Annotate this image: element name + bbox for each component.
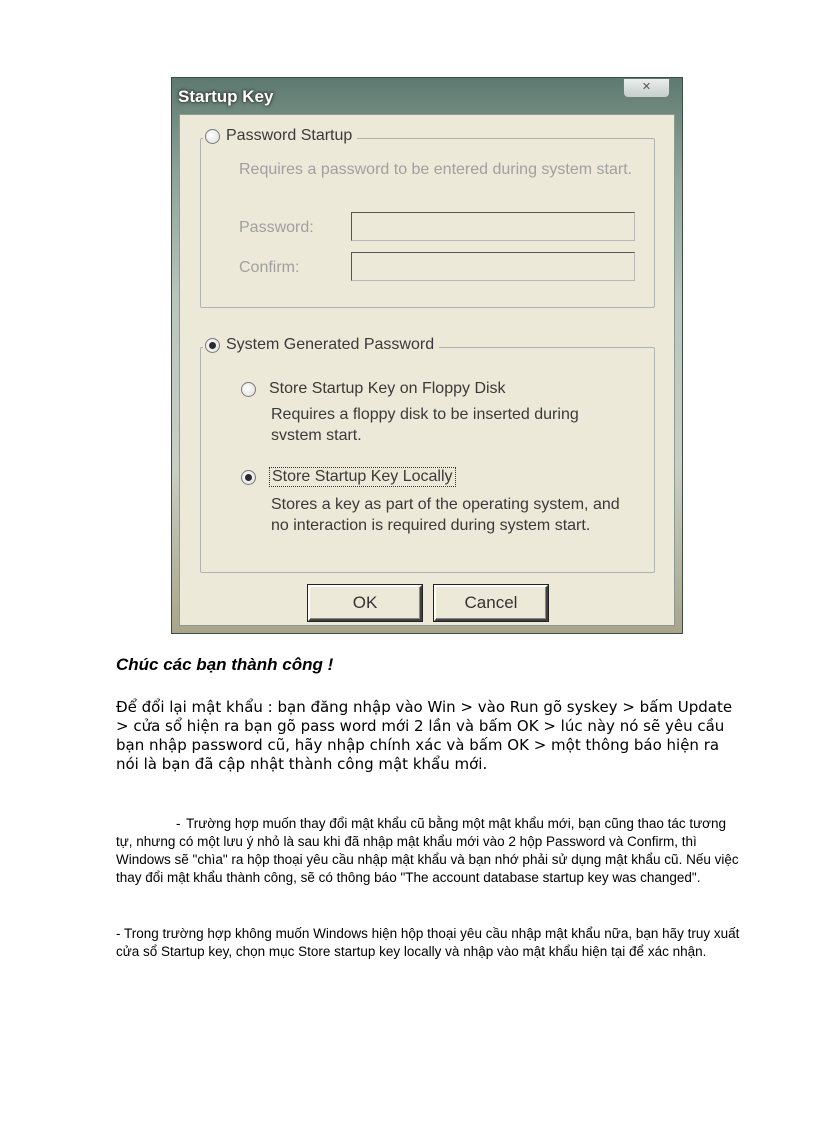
floppy-disk-label: Store Startup Key on Floppy Disk [269, 380, 506, 397]
password-startup-option[interactable] [203, 127, 357, 145]
bullet-dash: - [176, 816, 181, 831]
floppy-disk-description: Requires a floppy disk to be inserted during svstem start. [271, 406, 579, 444]
floppy-disk-radio[interactable] [241, 382, 256, 397]
system-generated-label: System Generated Password [226, 336, 435, 353]
confirm-input[interactable] [351, 252, 635, 281]
close-icon: ✕ [641, 81, 652, 93]
title-bar[interactable] [172, 78, 682, 114]
confirm-label: Confirm: [239, 259, 300, 276]
floppy-disk-option[interactable] [241, 380, 506, 398]
dialog-client-area [179, 114, 675, 626]
password-startup-radio[interactable] [205, 129, 220, 144]
store-locally-description: Stores a key as part of the operating system, and no interaction is required during system start. [271, 496, 620, 534]
cancel-button[interactable]: Cancel [434, 585, 548, 621]
startup-key-dialog [171, 77, 683, 634]
password-input[interactable] [351, 212, 635, 241]
paragraph-change-password: Để đổi lại mật khẩu : bạn đăng nhập vào Win > vào Run gõ syskey > bấm Update > cửa sổ hiện ra bạn gõ pass word mới 2 lần và bấm OK > lúc này nó sẽ yêu cầu bạn nhập password cũ, hãy nhập chính xác và bấm OK > một thông báo hiện ra nói là bạn đã cập nhật thành công mật khẩu mới. [116, 698, 733, 773]
password-label: Password: [239, 219, 314, 236]
close-button[interactable] [623, 79, 670, 98]
password-startup-label: Password Startup [226, 127, 353, 144]
dialog-title: Startup Key [178, 87, 274, 106]
password-startup-group [200, 127, 655, 308]
paragraph-old-password-text: Trường hợp muốn thay đổi mật khẩu cũ bằng một mật khẩu mới, bạn cũng thao tác tương tự, nhưng có một lưu ý nhỏ là sau khi đã nhập mật khẩu mới vào 2 hộp Password và Confirm, thì Windows sẽ "chìa" ra hộp thoại yêu cầu nhập mật khẩu và bạn nhớ phải sử dụng mật khẩu cũ. Nếu việc thay đổi mật khẩu thành công, sẽ có thông báo "The account database startup key was changed". [116, 816, 739, 885]
system-generated-option[interactable] [203, 336, 439, 354]
system-generated-group [200, 336, 655, 573]
ok-button[interactable]: OK [308, 585, 422, 621]
system-generated-radio[interactable] [205, 338, 220, 353]
password-startup-description: Requires a password to be entered during system start. [239, 161, 633, 178]
store-locally-option[interactable] [241, 467, 456, 487]
paragraph-old-password-note [116, 815, 746, 887]
store-locally-label: Store Startup Key Locally [269, 467, 456, 487]
heading-congrats: Chúc các bạn thành công ! [116, 655, 334, 674]
paragraph-store-locally: - Trong trường hợp không muốn Windows hiện hộp thoại yêu cầu nhập mật khẩu nữa, bạn hãy truy xuất cửa sổ Startup key, chọn mục Store startup key locally và nhập vào mật khẩu hiện tại để xác nhận. [116, 926, 740, 959]
store-locally-radio[interactable] [241, 470, 256, 485]
